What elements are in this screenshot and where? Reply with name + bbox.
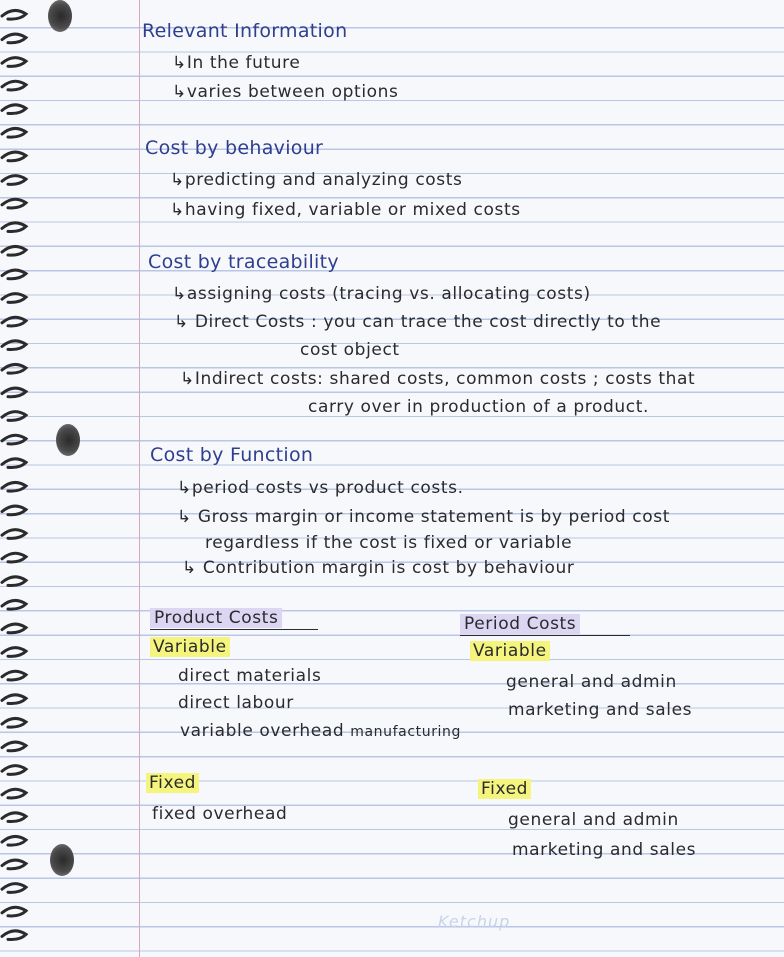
spiral-coil (2, 341, 26, 350)
product-costs-title: Product Costs (150, 608, 318, 630)
spiral-coil (2, 152, 26, 161)
heading-cost-by-function: Cost by Function (150, 444, 314, 466)
period-variable-label: Variable (470, 641, 550, 661)
spiral-coil (2, 648, 26, 657)
spiral-coil (2, 364, 26, 373)
spiral-coil (2, 860, 26, 869)
heading-cost-by-behaviour: Cost by behaviour (145, 137, 324, 159)
product-variable-item: direct materials (178, 666, 322, 686)
bullet-gross-margin: ↳ Gross margin or income statement is by period cost (177, 507, 670, 527)
spiral-coil (2, 388, 26, 397)
spiral-coil (2, 435, 26, 444)
spiral-binding (0, 0, 40, 957)
binder-hole-middle (56, 424, 80, 456)
spiral-coil (2, 907, 26, 916)
spiral-coil (2, 10, 26, 19)
spiral-coil (2, 577, 26, 586)
spiral-coil (2, 530, 26, 539)
spiral-coil (2, 742, 26, 751)
spiral-coil (2, 176, 26, 185)
bullet-contribution-margin: ↳ Contribution margin is cost by behaviour (182, 558, 575, 578)
period-fixed-item: marketing and sales (512, 840, 697, 860)
bullet-fixed-variable-mixed: ↳having fixed, variable or mixed costs (170, 200, 521, 220)
period-variable-item: general and admin (506, 672, 677, 692)
product-fixed-item: fixed overhead (152, 804, 288, 824)
spiral-coil (2, 270, 26, 279)
spiral-coil (2, 931, 26, 940)
spiral-coil (2, 695, 26, 704)
spiral-coil (2, 246, 26, 255)
period-costs-title: Period Costs (460, 614, 630, 636)
spiral-coil (2, 105, 26, 114)
spiral-coil (2, 766, 26, 775)
spiral-coil (2, 671, 26, 680)
bullet-indirect-costs: ↳Indirect costs: shared costs, common costs ; costs that (180, 369, 696, 389)
spiral-coil (2, 813, 26, 822)
spiral-coil (2, 294, 26, 303)
watermark-logo: Ketchup (438, 912, 511, 931)
spiral-coil (2, 128, 26, 137)
product-variable-item: direct labour (178, 693, 294, 713)
bullet-gross-margin-continued: regardless if the cost is fixed or variable (205, 533, 573, 553)
spiral-coil (2, 836, 26, 845)
spiral-coil (2, 317, 26, 326)
spiral-coil (2, 199, 26, 208)
bullet-direct-costs: ↳ Direct Costs : you can trace the cost directly to the (174, 312, 662, 332)
spiral-coil (2, 482, 26, 491)
period-fixed-label: Fixed (478, 779, 531, 799)
spiral-coil (2, 34, 26, 43)
heading-cost-by-traceability: Cost by traceability (148, 251, 339, 273)
bullet-predicting-costs: ↳predicting and analyzing costs (170, 170, 463, 190)
bullet-indirect-costs-continued: carry over in production of a product. (308, 397, 650, 417)
product-fixed-label: Fixed (146, 773, 199, 793)
heading-relevant-information: Relevant Information (142, 20, 348, 42)
spiral-coil (2, 81, 26, 90)
spiral-coil (2, 789, 26, 798)
bullet-in-the-future: ↳In the future (172, 53, 301, 73)
product-variable-item: variable overhead manufacturing (180, 721, 462, 741)
spiral-coil (2, 553, 26, 562)
bullet-period-vs-product: ↳period costs vs product costs. (177, 478, 464, 498)
period-fixed-item: general and admin (508, 810, 679, 830)
product-variable-label: Variable (150, 637, 230, 657)
spiral-coil (2, 600, 26, 609)
binder-hole-bottom (50, 844, 74, 876)
spiral-coil (2, 412, 26, 421)
spiral-coil (2, 223, 26, 232)
margin-line (139, 0, 140, 957)
spiral-coil (2, 58, 26, 67)
spiral-coil (2, 506, 26, 515)
bullet-direct-costs-continued: cost object (300, 340, 400, 360)
bullet-varies-between-options: ↳varies between options (172, 82, 399, 102)
spiral-coil (2, 624, 26, 633)
bullet-assigning-costs: ↳assigning costs (tracing vs. allocating costs) (172, 284, 591, 304)
binder-hole-top (48, 0, 72, 32)
spiral-coil (2, 884, 26, 893)
period-variable-item: marketing and sales (508, 700, 693, 720)
spiral-coil (2, 459, 26, 468)
spiral-coil (2, 718, 26, 727)
